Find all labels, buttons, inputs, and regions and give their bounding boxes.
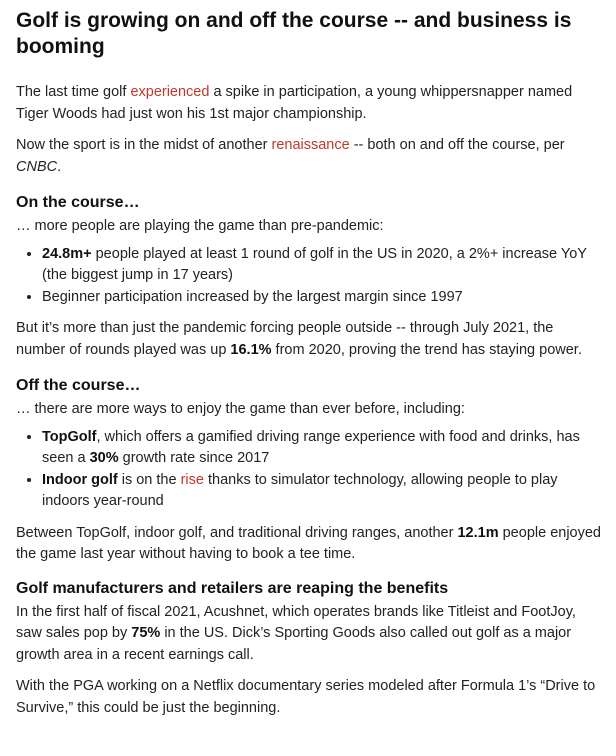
manufacturers-paragraph-2: With the PGA working on a Netflix documentary series modeled after Formula 1’s “Drive to Survive,” this could be just the beginning. xyxy=(16,678,596,716)
stat-bold: 16.1% xyxy=(230,341,272,358)
list-item xyxy=(42,427,602,470)
intro-paragraph-1 xyxy=(16,82,602,125)
article-title: Golf is growing on and off the course -- and business is booming xyxy=(16,9,572,58)
text: people enjoyed the game last year without having to book a tee time. xyxy=(16,524,601,562)
stat-bold: Indoor golf xyxy=(42,471,118,488)
list-item xyxy=(42,470,602,513)
text: Beginner participation increased by the largest margin since 1997 xyxy=(42,288,463,305)
text: a spike in participation, a young whippersnapper named Tiger Woods had just won his 1st major championship. xyxy=(16,84,573,122)
text: growth rate since 2017 xyxy=(118,450,270,466)
renaissance-link[interactable]: renaissance xyxy=(271,137,350,153)
experienced-link[interactable]: experienced xyxy=(130,84,210,100)
text: , which offers a gamified driving range experience with food and drinks, has seen a xyxy=(42,428,580,466)
on-course-list xyxy=(16,244,602,309)
text: is on the xyxy=(117,471,181,488)
text: The last time golf xyxy=(16,84,131,100)
intro-paragraph-2 xyxy=(16,135,602,178)
text: Now the sport is in the midst of another xyxy=(16,137,272,153)
text: . xyxy=(57,158,62,175)
text: from 2020, proving the trend has staying power. xyxy=(271,341,582,358)
list-item xyxy=(42,287,602,309)
stat-bold: 12.1m xyxy=(457,524,499,541)
text: in the US. Dick’s Sporting Goods also called out golf as a major growth area in a recent earnings call. xyxy=(16,625,572,663)
text: But it’s more than just the pandemic forcing people outside -- through July 2021, the number of rounds played was up xyxy=(16,320,554,358)
text: -- both on and off the course, per xyxy=(349,137,565,153)
list-item xyxy=(42,244,602,287)
manufacturers-heading: Golf manufacturers and retailers are reaping the benefits xyxy=(16,579,449,597)
on-course-paragraph xyxy=(16,318,602,361)
text: thanks to simulator technology, allowing people to play indoors year-round xyxy=(42,471,558,509)
text: Between TopGolf, indoor golf, and traditional driving ranges, another xyxy=(16,524,458,541)
off-course-lead: … there are more ways to enjoy the game than ever before, including: xyxy=(16,401,465,417)
stat-bold: 75% xyxy=(131,625,161,641)
off-course-paragraph xyxy=(16,523,602,566)
text: people played at least 1 round of golf in the US in 2020, a 2%+ increase YoY (the biggest jump in 17 years) xyxy=(42,245,587,283)
stat-bold: 30% xyxy=(89,450,119,466)
off-course-list xyxy=(16,427,602,513)
stat-bold: 24.8m+ xyxy=(42,245,92,262)
off-course-heading: Off the course… xyxy=(16,377,141,394)
on-course-heading: On the course… xyxy=(16,194,140,211)
text: In the first half of fiscal 2021, Acushnet, which operates brands like Titleist and FootJoy, saw sales pop by xyxy=(16,603,576,641)
stat-bold: TopGolf xyxy=(42,428,97,445)
on-course-lead: … more people are playing the game than pre-pandemic: xyxy=(16,218,384,234)
source-cnbc: CNBC xyxy=(16,158,58,175)
rise-link[interactable]: rise xyxy=(180,471,204,488)
manufacturers-paragraph-1 xyxy=(16,602,602,667)
